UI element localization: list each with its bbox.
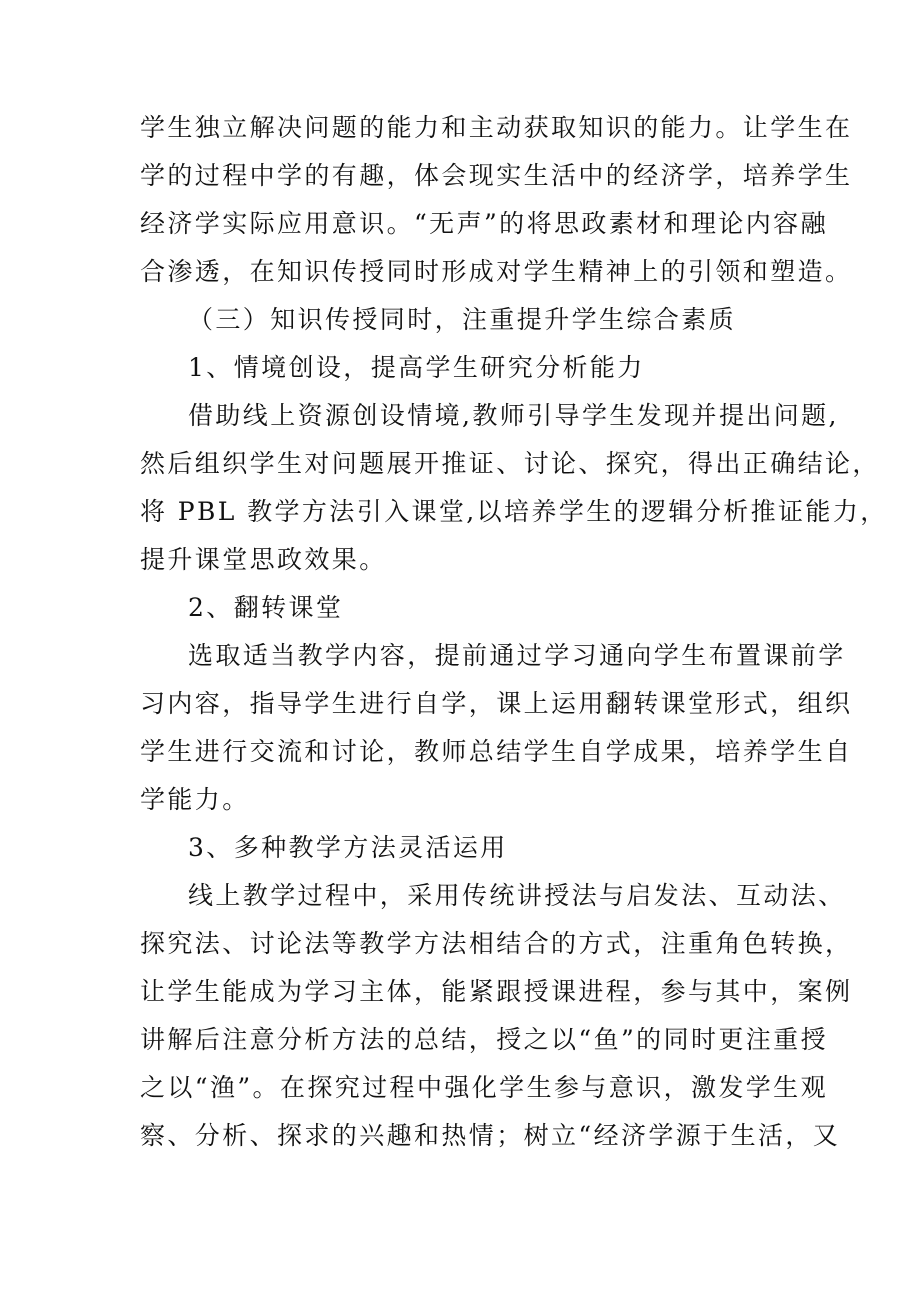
body-text-line: 之以“渔”。在探究过程中强化学生参与意识，激发学生观 bbox=[140, 1073, 828, 1102]
body-text-line: 察、分析、探求的兴趣和热情；树立“经济学源于生活，又 bbox=[140, 1121, 841, 1150]
body-text-line: 线上教学过程中，采用传统讲授法与启发法、互动法、 bbox=[188, 881, 846, 910]
body-text-line: 经济学实际应用意识。“无声”的将思政素材和理论内容融 bbox=[140, 209, 828, 238]
subsection-heading: 2、翻转课堂 bbox=[188, 593, 344, 622]
body-text-line: 习内容，指导学生进行自学，课上运用翻转课堂形式，组织 bbox=[140, 689, 853, 718]
body-text-line: 然后组织学生对问题展开推证、讨论、探究，得出正确结论， bbox=[140, 449, 880, 478]
body-text-line: 借助线上资源创设情境,教师引导学生发现并提出问题, bbox=[188, 401, 839, 430]
body-text-line: 选取适当教学内容，提前通过学习通向学生布置课前学 bbox=[188, 641, 846, 670]
section-heading: （三）知识传授同时，注重提升学生综合素质 bbox=[188, 305, 737, 334]
body-text-line: 探究法、讨论法等教学方法相结合的方式，注重角色转换， bbox=[140, 929, 853, 958]
body-text-line: 学生进行交流和讨论，教师总结学生自学成果，培养学生自 bbox=[140, 737, 853, 766]
body-text-line: 合渗透，在知识传授同时形成对学生精神上的引领和塑造。 bbox=[140, 257, 853, 286]
body-text-line: 让学生能成为学习主体，能紧跟授课进程，参与其中，案例 bbox=[140, 977, 853, 1006]
subsection-heading: 1、情境创设，提高学生研究分析能力 bbox=[188, 353, 645, 382]
body-text-line: 提升课堂思政效果。 bbox=[140, 545, 387, 574]
body-text-line: 学能力。 bbox=[140, 785, 250, 814]
body-text-line: 学生独立解决问题的能力和主动获取知识的能力。让学生在 bbox=[140, 113, 853, 142]
body-text-line: 将 PBL 教学方法引入课堂,以培养学生的逻辑分析推证能力， bbox=[140, 497, 888, 526]
body-text-line: 讲解后注意分析方法的总结，授之以“鱼”的同时更注重授 bbox=[140, 1025, 828, 1054]
subsection-heading: 3、多种教学方法灵活运用 bbox=[188, 833, 508, 862]
body-text-line: 学的过程中学的有趣，体会现实生活中的经济学，培养学生 bbox=[140, 161, 853, 190]
